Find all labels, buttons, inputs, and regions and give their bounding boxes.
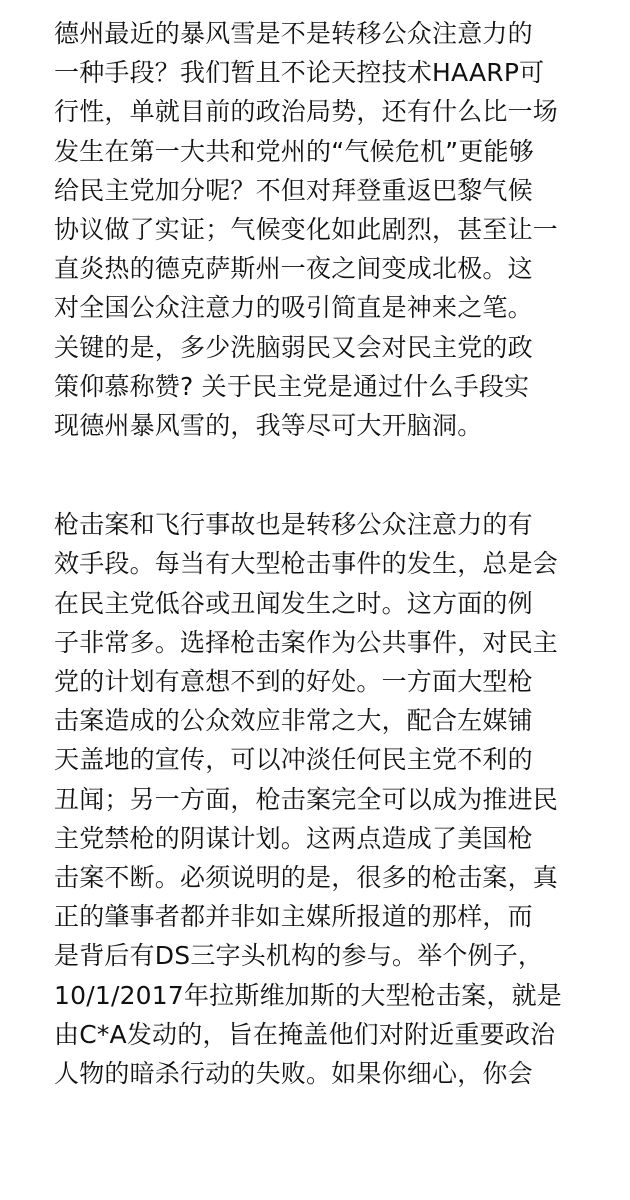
text-line: 丑闻；另一方面，枪击案完全可以成为推进民: [54, 784, 559, 814]
text-line: 现德州暴风雪的，我等尽可大开脑洞。: [54, 411, 483, 441]
text-line: 给民主党加分呢？不但对拜登重返巴黎气候: [54, 175, 533, 205]
text-line: 策仰慕称赞? 关于民主党是通过什么手段实: [54, 371, 530, 401]
text-line: 由C*A发动的，旨在掩盖他们对附近重要政治: [54, 1019, 556, 1049]
text-line: 枪击案和飞行事故也是转移公众注意力的有: [54, 510, 533, 540]
text-line: 击案造成的公众效应非常之大，配合左媒铺: [54, 706, 533, 736]
text-line: 行性，单就目前的政治局势，还有什么比一场: [54, 97, 559, 127]
text-line: 党的计划有意想不到的好处。一方面大型枪: [54, 667, 533, 697]
text-line: 是背后有DS三字头机构的参与。举个例子，: [54, 941, 544, 971]
text-line: 主党禁枪的阴谋计划。这两点造成了美国枪: [54, 823, 533, 853]
text-line: 击案不断。必须说明的是，很多的枪击案，真: [54, 863, 559, 893]
paragraph-weather: [54, 14, 614, 445]
article-body: [54, 14, 614, 1093]
text-line: 10/1/2017年拉斯维加斯的大型枪击案，就是: [54, 980, 562, 1010]
text-line: 效手段。每当有大型枪击事件的发生，总是会: [54, 549, 559, 579]
text-line: 直炎热的德克萨斯州一夜之间变成北极。这: [54, 254, 533, 284]
paragraph-spacer: [54, 445, 614, 505]
text-line: 子非常多。选择枪击案作为公共事件，对民主: [54, 627, 559, 657]
text-line: 正的肇事者都并非如主媒所报道的那样，而: [54, 902, 533, 932]
paragraph-shootings: [54, 505, 614, 1093]
text-line: 德州最近的暴风雪是不是转移公众注意力的: [54, 19, 533, 48]
text-line: 在民主党低谷或丑闻发生之时。这方面的例: [54, 588, 533, 618]
text-line: 人物的暗杀行动的失败。如果你细心，你会: [54, 1059, 533, 1089]
text-line: 发生在第一大共和党州的“气候危机”更能够: [54, 136, 534, 166]
text-line: 协议做了实证；气候变化如此剧烈，甚至让一: [54, 215, 559, 245]
text-line: 一种手段？我们暂且不论天控技术HAARP可: [54, 58, 545, 88]
text-line: 天盖地的宣传，可以冲淡任何民主党不利的: [54, 745, 533, 775]
text-line: 对全国公众注意力的吸引简直是神来之笔。: [54, 293, 533, 323]
text-line: 关键的是，多少洗脑弱民又会对民主党的政: [54, 332, 533, 362]
